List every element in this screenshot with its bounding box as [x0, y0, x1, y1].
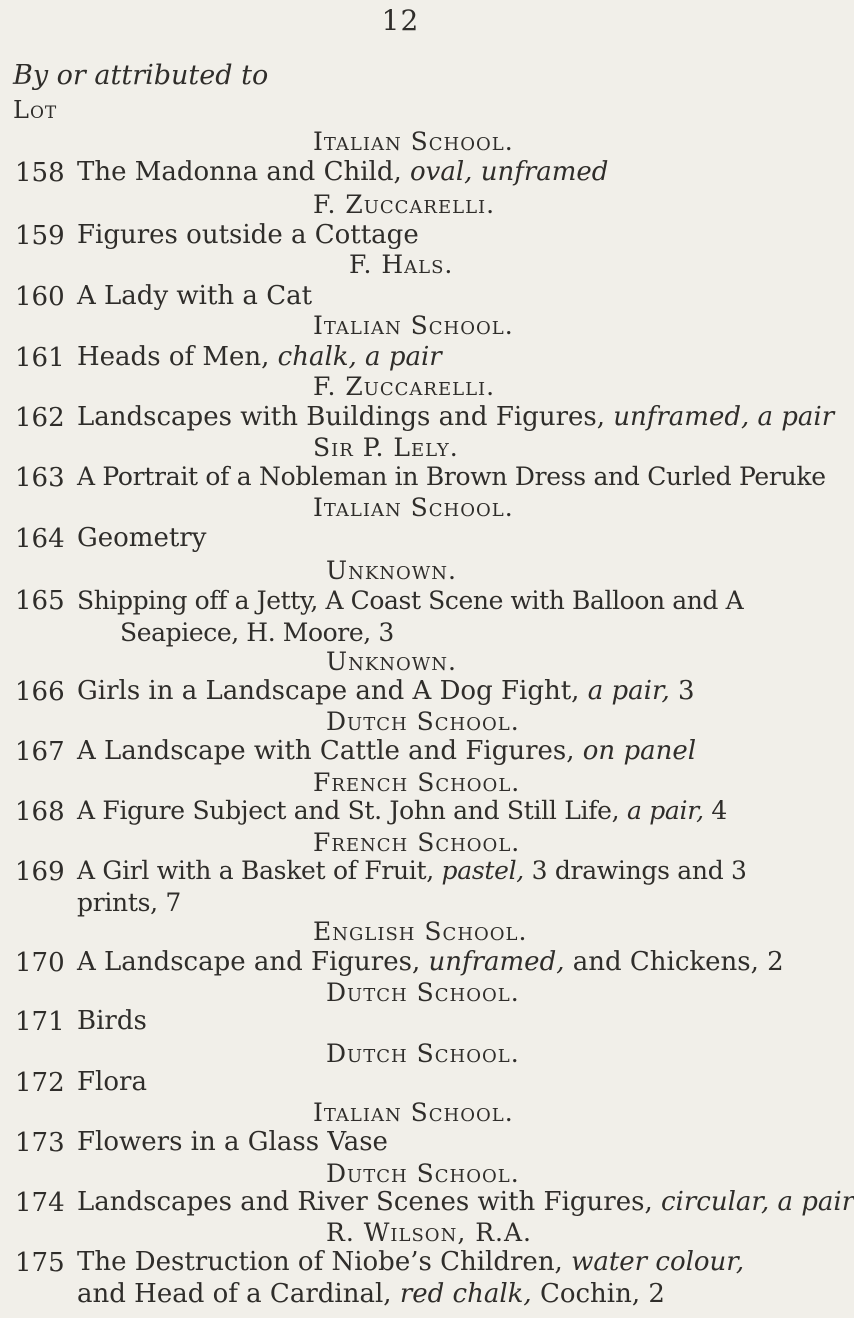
- lot-description: Landscapes with Buildings and Figures, unframed, a pair: [77, 402, 835, 433]
- lot-column-heading: Lot: [13, 96, 58, 124]
- lot-number: 165: [15, 586, 65, 617]
- lot-number: 163: [15, 463, 65, 494]
- lot-description: A Landscape with Cattle and Figures, on panel: [77, 736, 697, 766]
- lot-number: 173: [15, 1128, 65, 1159]
- lot-description: Geometry: [77, 523, 207, 554]
- lot-artist: Dutch School.: [326, 1038, 520, 1068]
- lot-description: A Girl with a Basket of Fruit, pastel, 3 drawings and 3 prints, 7: [77, 856, 747, 918]
- lot-artist: Dutch School.: [326, 977, 520, 1007]
- lot-number: 166: [15, 676, 65, 707]
- lot-number: 170: [15, 947, 65, 978]
- lot-description: Birds: [77, 1005, 147, 1036]
- lot-number: 160: [15, 281, 65, 312]
- lot-description: A Figure Subject and St. John and Still Life, a pair, 4: [77, 796, 728, 826]
- lot-description: Shipping off a Jetty, A Coast Scene with Balloon and A Seapiece, H. Moore, 3: [77, 585, 744, 647]
- lot-number: 171: [15, 1006, 65, 1037]
- lot-artist: Sir P. Lely.: [313, 433, 459, 463]
- lot-artist: Italian School.: [313, 126, 514, 156]
- lot-artist: Dutch School.: [326, 1159, 520, 1189]
- lot-artist: Unknown.: [326, 556, 457, 586]
- lot-number: 172: [15, 1067, 65, 1098]
- lot-description: A Landscape and Figures, unframed, and Chickens, 2: [77, 946, 784, 977]
- lot-artist: Unknown.: [326, 646, 457, 676]
- lot-artist: F. Zuccarelli.: [313, 189, 496, 219]
- lot-number: 158: [15, 157, 65, 188]
- lot-description: Flora: [77, 1067, 147, 1098]
- lot-number: 167: [15, 736, 65, 767]
- page-number: 12: [381, 4, 420, 37]
- lot-description: Flowers in a Glass Vase: [77, 1127, 388, 1158]
- lot-artist: Italian School.: [313, 493, 514, 523]
- lot-description: Figures outside a Cottage: [77, 219, 419, 250]
- lot-artist: Italian School.: [313, 310, 514, 340]
- lot-number: 175: [15, 1247, 65, 1278]
- lot-description: Girls in a Landscape and A Dog Fight, a pair, 3: [77, 675, 695, 706]
- lot-artist: R. Wilson, R.A.: [326, 1218, 532, 1248]
- lot-artist: English School.: [313, 917, 528, 947]
- lot-description: The Madonna and Child, oval, unframed: [77, 156, 609, 187]
- lot-number: 161: [15, 342, 65, 373]
- lot-artist: Dutch School.: [326, 706, 520, 736]
- lot-description: Landscapes and River Scenes with Figures, circular, a pair: [77, 1187, 854, 1218]
- lot-description: The Destruction of Niobe’s Children, water colour, and Head of a Cardinal, red chalk, Cochin, 2: [77, 1246, 745, 1309]
- lot-number: 174: [15, 1188, 65, 1219]
- lot-number: 162: [15, 403, 65, 434]
- lot-artist: F. Zuccarelli.: [313, 372, 496, 402]
- lot-artist: F. Hals.: [349, 249, 454, 279]
- lot-number: 169: [15, 857, 65, 888]
- lot-artist: French School.: [313, 828, 521, 858]
- section-heading: By or attributed to: [13, 60, 269, 91]
- lot-number: 168: [15, 797, 65, 828]
- lot-number: 164: [15, 524, 65, 555]
- lot-description: A Lady with a Cat: [77, 280, 313, 311]
- lot-number: 159: [15, 220, 65, 251]
- lot-description: A Portrait of a Nobleman in Brown Dress and Curled Peruke: [77, 462, 826, 492]
- lot-artist: French School.: [313, 767, 521, 797]
- lot-description: Heads of Men, chalk, a pair: [77, 341, 442, 372]
- lot-artist: Italian School.: [313, 1098, 514, 1127]
